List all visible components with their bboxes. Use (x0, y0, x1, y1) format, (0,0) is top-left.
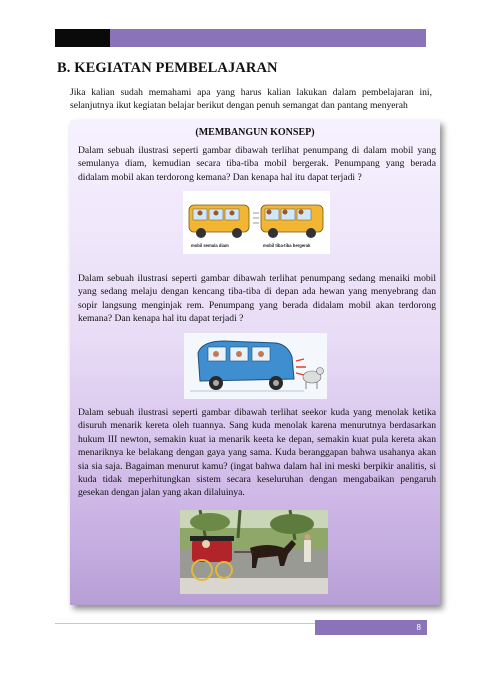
header-bar-dark (55, 29, 110, 47)
paragraph-car-brake: Dalam sebuah ilustrasi seperti gambar dibawah terlihat penumpang sedang menaiki mobil yang sedang melaju dengan kencang tiba-tiba di depan ada hewan yang menyebrang dan sopir langsung menginjak rem. Penumpang yang berada didalam mobil akan terdorong kemana? Dan kenapa hal itu dapat terjadi ? (78, 273, 436, 325)
paragraph-car-start: Dalam sebuah ilustrasi seperti gambar dibawah terlihat penumpang di dalam mobil yang semulanya diam, kemudian secara tiba-tiba mobil bergerak. Penumpang yang berada didalam mobil akan terdorong kemana? Dan kenapa hal itu dapat terjadi ? (78, 145, 436, 183)
cars-illustration (183, 191, 330, 254)
section-heading: B. KEGIATAN PEMBELAJARAN (57, 60, 278, 76)
page-number: 8 (315, 620, 427, 635)
caption-car-still: mobil semula diam (191, 243, 229, 248)
horse-cart-photo (180, 510, 328, 594)
box-title: (MEMBANGUN KONSEP) (195, 127, 315, 138)
paragraph-horse-cart: Dalam sebuah ilustrasi seperti gambar dibawah terlihat seekor kuda yang menolak ketika disuruh menarik kereta oleh tuannya. Sang kuda menolak karena menurutnya berdasarkan hukum III newton, semakin kuat ia menarik keeta ke depan, semakin kuat pula kereta akan menariknya ke belakang dengan gaya yang sama. Kuda beranggapan bahwa usahanya akan sia sia saja. Bagaiman menurut kamu? (ingat bahwa dalam hal ini meski berpikir analitis, si kuda tidak meperhitungkan sistem secara keseluruhan dengan mengabaikan pengaruh gesekan dengan jalan yang akan dilaluinya. (78, 407, 436, 499)
intro-paragraph: Jika kalian sudah memahami apa yang harus kalian lakukan dalam pembelajaran ini, selanjutnya ikut kegiatan belajar berikut dengan penuh semangat dan pantang menyerah (70, 87, 432, 111)
header-bar-accent (110, 29, 426, 47)
concept-box (70, 120, 440, 605)
caption-car-moving: mobil tiba-tiba bergerak (263, 243, 311, 248)
bus-brake-illustration (184, 333, 327, 399)
